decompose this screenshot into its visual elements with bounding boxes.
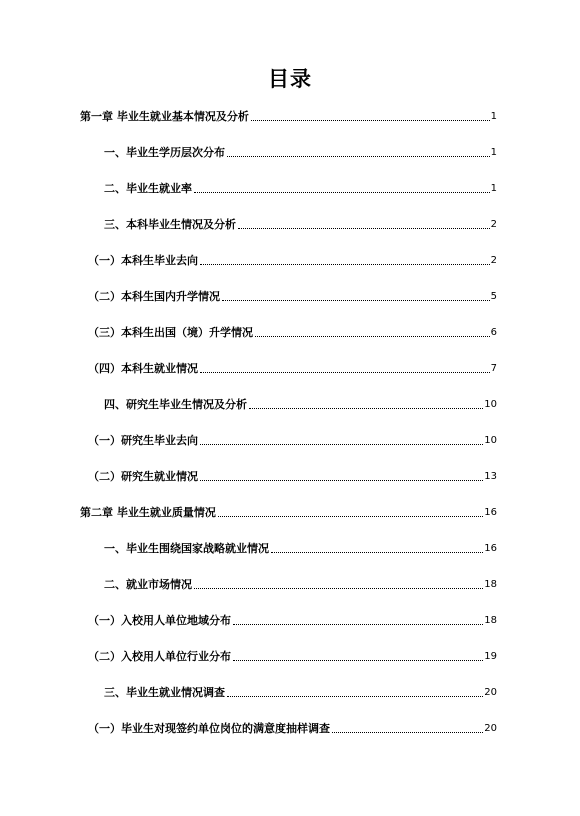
- toc-entry-page: 7: [490, 363, 497, 374]
- toc-entry-page: 1: [490, 183, 497, 194]
- toc-entry-page: 6: [490, 327, 497, 338]
- dot-leader: [200, 480, 483, 481]
- dot-leader: [194, 588, 483, 589]
- toc-entry-section[interactable]: [104, 574, 497, 592]
- toc-entry-page: 2: [490, 219, 497, 230]
- dot-leader: [251, 120, 490, 121]
- toc-entry-page: 10: [484, 399, 497, 410]
- toc-entry-subsection[interactable]: [88, 466, 497, 484]
- toc-title: 目录: [268, 67, 312, 91]
- dot-leader: [227, 156, 490, 157]
- toc-entry-text: （一）研究生毕业去向: [88, 434, 198, 447]
- toc-entry-text: 一、毕业生学历层次分布: [104, 146, 225, 159]
- toc-entry-page: 2: [490, 255, 497, 266]
- toc-entry-subsection[interactable]: [88, 286, 497, 304]
- toc-entry-page: 19: [484, 651, 497, 662]
- dot-leader: [233, 660, 483, 661]
- toc-entry-section[interactable]: [104, 142, 497, 160]
- toc-entry-section[interactable]: [104, 682, 497, 700]
- dot-leader: [249, 408, 483, 409]
- toc-entry-subsection[interactable]: [88, 610, 497, 628]
- toc-entry-page: 10: [484, 435, 497, 446]
- toc-entry-chapter-2[interactable]: [80, 502, 497, 520]
- toc-entry-text: （一）入校用人单位地域分布: [88, 614, 231, 627]
- dot-leader: [222, 300, 490, 301]
- dot-leader: [218, 516, 483, 517]
- toc-entry-text: 二、就业市场情况: [104, 578, 192, 591]
- toc-entry-page: 1: [490, 147, 497, 158]
- dot-leader: [238, 228, 490, 229]
- toc-entry-chapter-1[interactable]: [80, 106, 497, 124]
- toc-entry-text: （一）毕业生对现签约单位岗位的满意度抽样调查: [88, 722, 330, 735]
- toc-entry-text: （二）本科生国内升学情况: [88, 290, 220, 303]
- toc-entry-text: （二）入校用人单位行业分布: [88, 650, 231, 663]
- dot-leader: [227, 696, 483, 697]
- toc-entry-text: （四）本科生就业情况: [88, 362, 198, 375]
- toc-entry-page: 16: [484, 543, 497, 554]
- dot-leader: [271, 552, 483, 553]
- dot-leader: [255, 336, 490, 337]
- toc-entry-page: 18: [484, 579, 497, 590]
- dot-leader: [233, 624, 483, 625]
- toc-entry-section[interactable]: [104, 214, 497, 232]
- toc-entry-subsection[interactable]: [88, 250, 497, 268]
- toc-entry-text: （三）本科生出国（境）升学情况: [88, 326, 253, 339]
- toc-entry-subsection[interactable]: [88, 646, 497, 664]
- toc-entry-page: 16: [484, 507, 497, 518]
- toc-entry-page: 20: [484, 687, 497, 698]
- toc-entry-subsection[interactable]: [88, 322, 497, 340]
- toc-entry-page: 1: [490, 111, 497, 122]
- dot-leader: [200, 372, 490, 373]
- toc-entry-section[interactable]: [104, 394, 497, 412]
- toc-entry-subsection[interactable]: [88, 358, 497, 376]
- toc-entry-text: 四、研究生毕业生情况及分析: [104, 398, 247, 411]
- toc-entry-text: 第二章 毕业生就业质量情况: [80, 506, 216, 519]
- toc-entry-section[interactable]: [104, 538, 497, 556]
- toc-entry-page: 13: [484, 471, 497, 482]
- dot-leader: [332, 732, 483, 733]
- toc-entry-text: （一）本科生毕业去向: [88, 254, 198, 267]
- dot-leader: [200, 264, 490, 265]
- toc-entry-text: 二、毕业生就业率: [104, 182, 192, 195]
- toc-entry-text: 一、毕业生围绕国家战略就业情况: [104, 542, 269, 555]
- toc-entry-subsection[interactable]: [88, 718, 497, 736]
- toc-entry-page: 20: [484, 723, 497, 734]
- dot-leader: [200, 444, 483, 445]
- toc-entry-text: （二）研究生就业情况: [88, 470, 198, 483]
- dot-leader: [194, 192, 490, 193]
- toc-entry-text: 三、毕业生就业情况调查: [104, 686, 225, 699]
- toc-entry-text: 三、本科毕业生情况及分析: [104, 218, 236, 231]
- toc-entry-text: 第一章 毕业生就业基本情况及分析: [80, 110, 249, 123]
- toc-entry-section[interactable]: [104, 178, 497, 196]
- toc-entry-page: 18: [484, 615, 497, 626]
- toc-entry-subsection[interactable]: [88, 430, 497, 448]
- toc-entry-page: 5: [490, 291, 497, 302]
